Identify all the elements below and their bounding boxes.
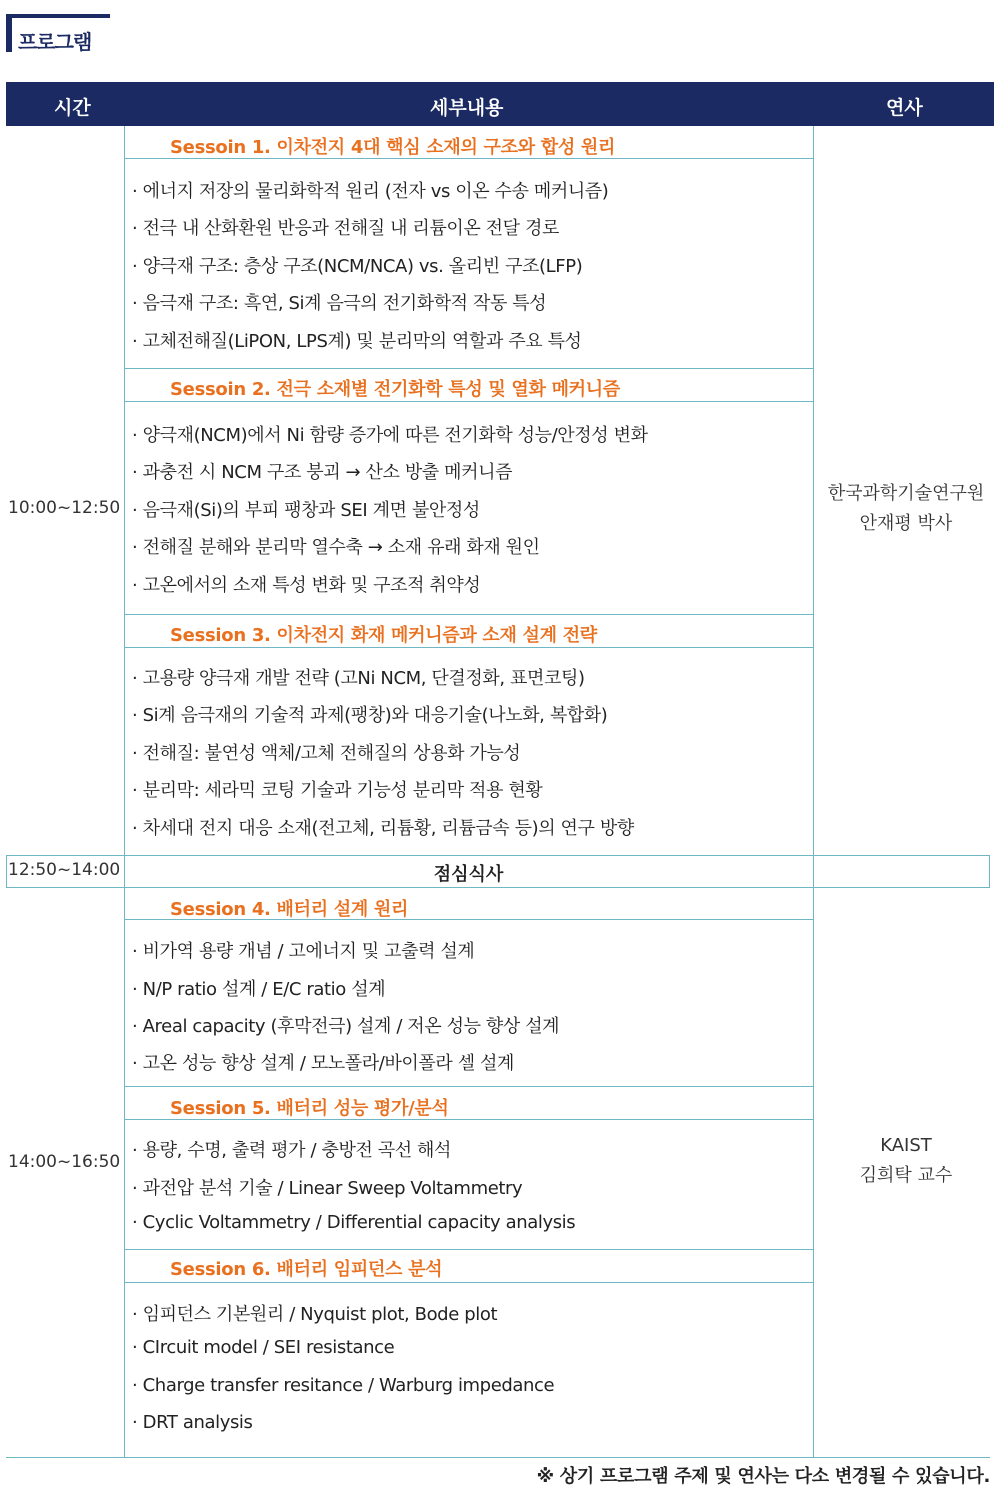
session-1-item: · 전극 내 산화환원 반응과 전해질 내 리튬이온 전달 경로 <box>132 218 559 239</box>
session-3-item: · 차세대 전지 대응 소재(전고체, 리튬황, 리튬금속 등)의 연구 방향 <box>132 818 634 839</box>
session-1-item: · 양극재 구조: 층상 구조(NCM/NCA) vs. 올리빈 구조(LFP) <box>132 256 583 277</box>
speaker-2 <box>818 1131 994 1191</box>
session-5-title: Session 5. 배터리 성능 평가/분석 <box>170 1098 449 1119</box>
speaker-1-name: 안재평 박사 <box>859 513 953 534</box>
header-time: 시간 <box>54 97 91 119</box>
title-accent-line <box>6 14 110 18</box>
speaker-2-name: 김희탁 교수 <box>859 1165 953 1186</box>
title-accent-bar <box>6 14 12 52</box>
session-6-item: · CIrcuit model / SEI resistance <box>132 1337 395 1358</box>
session-2-item: · 음극재(Si)의 부피 팽창과 SEI 계면 불안정성 <box>132 500 480 521</box>
session-1-title: Sessoin 1. 이차전지 4대 핵심 소재의 구조와 합성 원리 <box>170 137 616 158</box>
footer-note: ※ 상기 프로그램 주제 및 연사는 다소 변경될 수 있습니다. <box>536 1466 990 1487</box>
speaker-2-org: KAIST <box>880 1135 932 1156</box>
session-4-item: · Areal capacity (후막전극) 설계 / 저온 성능 향상 설계 <box>132 1016 560 1037</box>
time-slot-1: 10:00~12:50 <box>8 498 121 518</box>
speaker-1-org: 한국과학기술연구원 <box>827 483 985 504</box>
session-5-item: · 과전압 분석 기술 / Linear Sweep Voltammetry <box>132 1178 523 1199</box>
session-4-item: · N/P ratio 설계 / E/C ratio 설계 <box>132 979 386 1000</box>
session-6-item: · DRT analysis <box>132 1412 253 1433</box>
speaker-1 <box>818 479 994 539</box>
session-3-item: · 전해질: 불연성 액체/고체 전해질의 상용화 가능성 <box>132 743 521 764</box>
header-speaker: 연사 <box>886 97 923 119</box>
session-2-item: · 전해질 분해와 분리막 열수축 → 소재 유래 화재 원인 <box>132 537 540 558</box>
time-slot-lunch: 12:50~14:00 <box>8 860 121 880</box>
session-4-title: Session 4. 배터리 설계 원리 <box>170 899 409 920</box>
session-6-title: Session 6. 배터리 임피던스 분석 <box>170 1259 443 1280</box>
session-4-item: · 비가역 용량 개념 / 고에너지 및 고출력 설계 <box>132 941 475 962</box>
session-3-item: · 분리막: 세라믹 코팅 기술과 기능성 분리막 적용 현황 <box>132 780 543 801</box>
session-2-title: Sessoin 2. 전극 소재별 전기화학 특성 및 열화 메커니즘 <box>170 379 620 400</box>
session-6-item: · 임피던스 기본원리 / Nyquist plot, Bode plot <box>132 1304 498 1325</box>
session-3-item: · Si계 음극재의 기술적 과제(팽창)와 대응기술(나노화, 복합화) <box>132 705 608 726</box>
session-1-item: · 에너지 저장의 물리화학적 원리 (전자 vs 이온 수송 메커니즘) <box>132 181 609 202</box>
session-5-item: · Cyclic Voltammetry / Differential capacity analysis <box>132 1212 576 1233</box>
session-1-item: · 고체전해질(LiPON, LPS계) 및 분리막의 역할과 주요 특성 <box>132 331 582 352</box>
session-2-item: · 고온에서의 소재 특성 변화 및 구조적 취약성 <box>132 575 481 596</box>
table-header <box>6 82 994 126</box>
session-6-item: · Charge transfer resitance / Warburg impedance <box>132 1375 555 1396</box>
session-2-item: · 과충전 시 NCM 구조 붕괴 → 산소 방출 메커니즘 <box>132 462 513 483</box>
header-content: 세부내용 <box>430 97 504 119</box>
page-title: 프로그램 <box>18 30 92 54</box>
session-5-item: · 용량, 수명, 출력 평가 / 충방전 곡선 해석 <box>132 1140 452 1161</box>
session-2-item: · 양극재(NCM)에서 Ni 함량 증가에 따른 전기화학 성능/안정성 변화 <box>132 425 648 446</box>
session-1-item: · 음극재 구조: 흑연, Si계 음극의 전기화학적 작동 특성 <box>132 293 547 314</box>
lunch-label: 점심식사 <box>433 864 504 885</box>
session-3-item: · 고용량 양극재 개발 전략 (고Ni NCM, 단결정화, 표면코팅) <box>132 668 585 689</box>
time-slot-2: 14:00~16:50 <box>8 1152 121 1172</box>
session-4-item: · 고온 성능 향상 설계 / 모노폴라/바이폴라 셀 설계 <box>132 1053 514 1074</box>
session-3-title: Session 3. 이차전지 화재 메커니즘과 소재 설계 전략 <box>170 625 597 646</box>
